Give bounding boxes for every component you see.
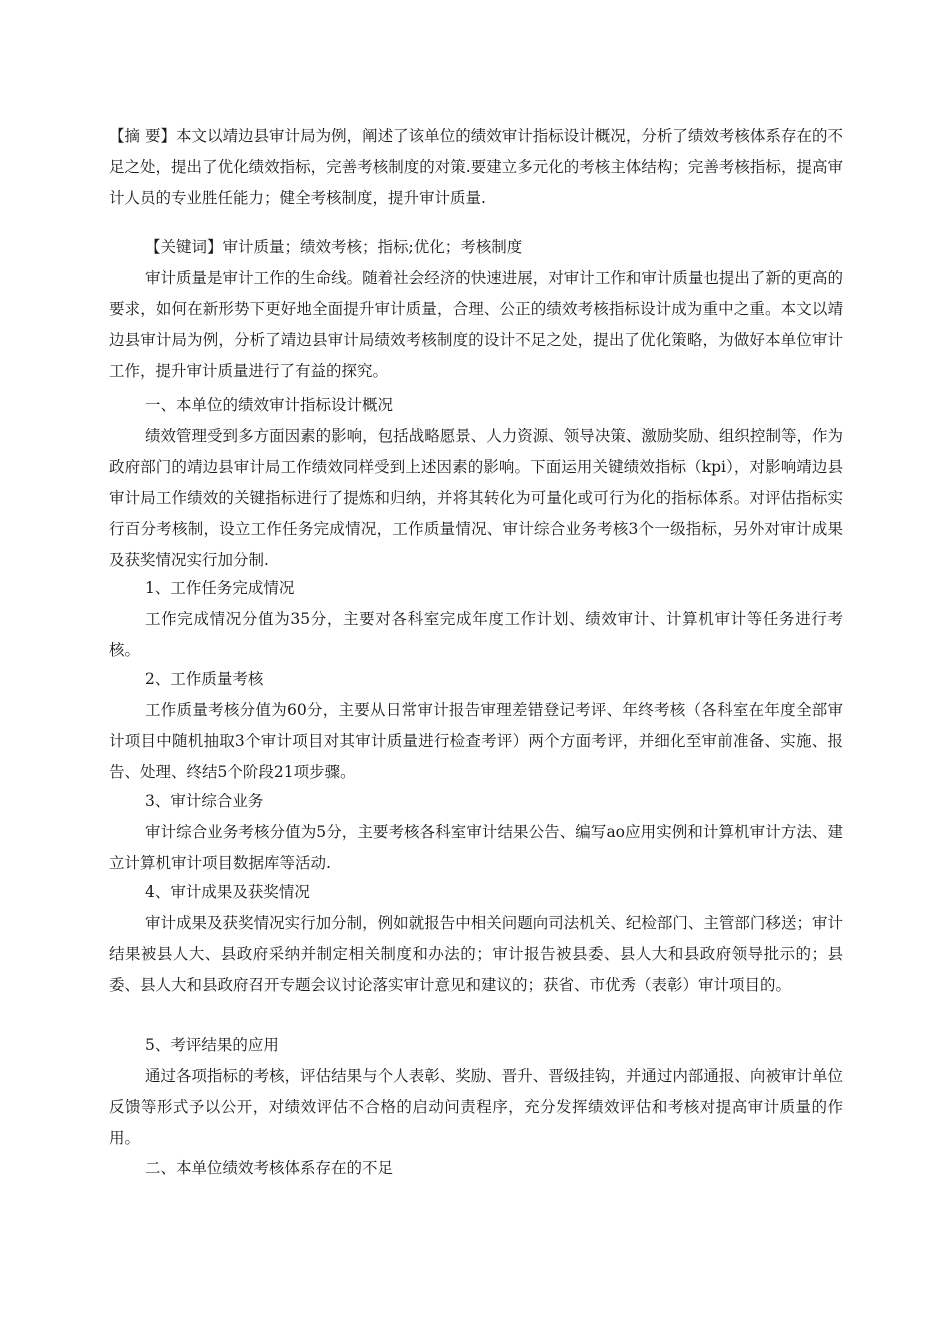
item2-body: 工作质量考核分值为60分，主要从日常审计报告审理差错登记考评、年终考核（各科室在年度全部审计项目中随机抽取3个审计项目对其审计质量进行检查考评）两个方面考评，并细化至审前准备、实施、报告、处理、终结5个阶段21项步骤。 <box>109 701 843 781</box>
item1-heading: 1、工作任务完成情况 <box>145 579 295 597</box>
item2-heading: 2、工作质量考核 <box>145 670 264 688</box>
item5-body: 通过各项指标的考核，评估结果与个人表彰、奖励、晋升、晋级挂钩，并通过内部通报、向被审计单位反馈等形式予以公开，对绩效评估不合格的启动问责程序，充分发挥绩效评估和考核对提高审计质量的作用。 <box>109 1067 843 1147</box>
section1-body: 绩效管理受到多方面因素的影响，包括战略愿景、人力资源、领导决策、激励奖励、组织控制等，作为政府部门的靖边县审计局工作绩效同样受到上述因素的影响。下面运用关键绩效指标（kpi），对影响靖边县审计局工作绩效的关键指标进行了提炼和归纳，并将其转化为可量化或可行为化的指标体系。对评估指标实行百分考核制，设立工作任务完成情况，工作质量情况、审计综合业务考核3个一级指标，另外对审计成果及获奖情况实行加分制. <box>109 427 843 569</box>
item4-body: 审计成果及获奖情况实行加分制，例如就报告中相关问题向司法机关、纪检部门、主管部门移送；审计结果被县人大、县政府采纳并制定相关制度和办法的；审计报告被县委、县人大和县政府领导批示的；县委、县人大和县政府召开专题会议讨论落实审计意见和建议的；获省、市优秀（表彰）审计项目的。 <box>109 914 843 994</box>
item4-heading: 4、审计成果及获奖情况 <box>145 883 310 901</box>
item1-body: 工作完成情况分值为35分，主要对各科室完成年度工作计划、绩效审计、计算机审计等任务进行考核。 <box>109 610 843 659</box>
keywords-line: 【关键词】审计质量；绩效考核；指标;优化；考核制度 <box>145 238 523 256</box>
section2-heading: 二、本单位绩效考核体系存在的不足 <box>145 1159 394 1177</box>
abstract-paragraph: 【摘 要】本文以靖边县审计局为例，阐述了该单位的绩效审计指标设计概况，分析了绩效考核体系存在的不足之处，提出了优化绩效指标，完善考核制度的对策.要建立多元化的考核主体结构；完善考核指标，提高审计人员的专业胜任能力；健全考核制度，提升审计质量. <box>109 127 843 207</box>
intro-paragraph: 审计质量是审计工作的生命线。随着社会经济的快速进展，对审计工作和审计质量也提出了新的更高的要求，如何在新形势下更好地全面提升审计质量，合理、公正的绩效考核指标设计成为重中之重。本文以靖边县审计局为例，分析了靖边县审计局绩效考核制度的设计不足之处，提出了优化策略，为做好本单位审计工作，提升审计质量进行了有益的探究。 <box>109 269 843 380</box>
section1-heading: 一、本单位的绩效审计指标设计概况 <box>145 396 394 414</box>
item5-heading: 5、考评结果的应用 <box>145 1036 279 1054</box>
item3-body: 审计综合业务考核分值为5分，主要考核各科室审计结果公告、编写ao应用实例和计算机审计方法、建立计算机审计项目数据库等活动. <box>109 823 843 872</box>
item3-heading: 3、审计综合业务 <box>145 792 264 810</box>
